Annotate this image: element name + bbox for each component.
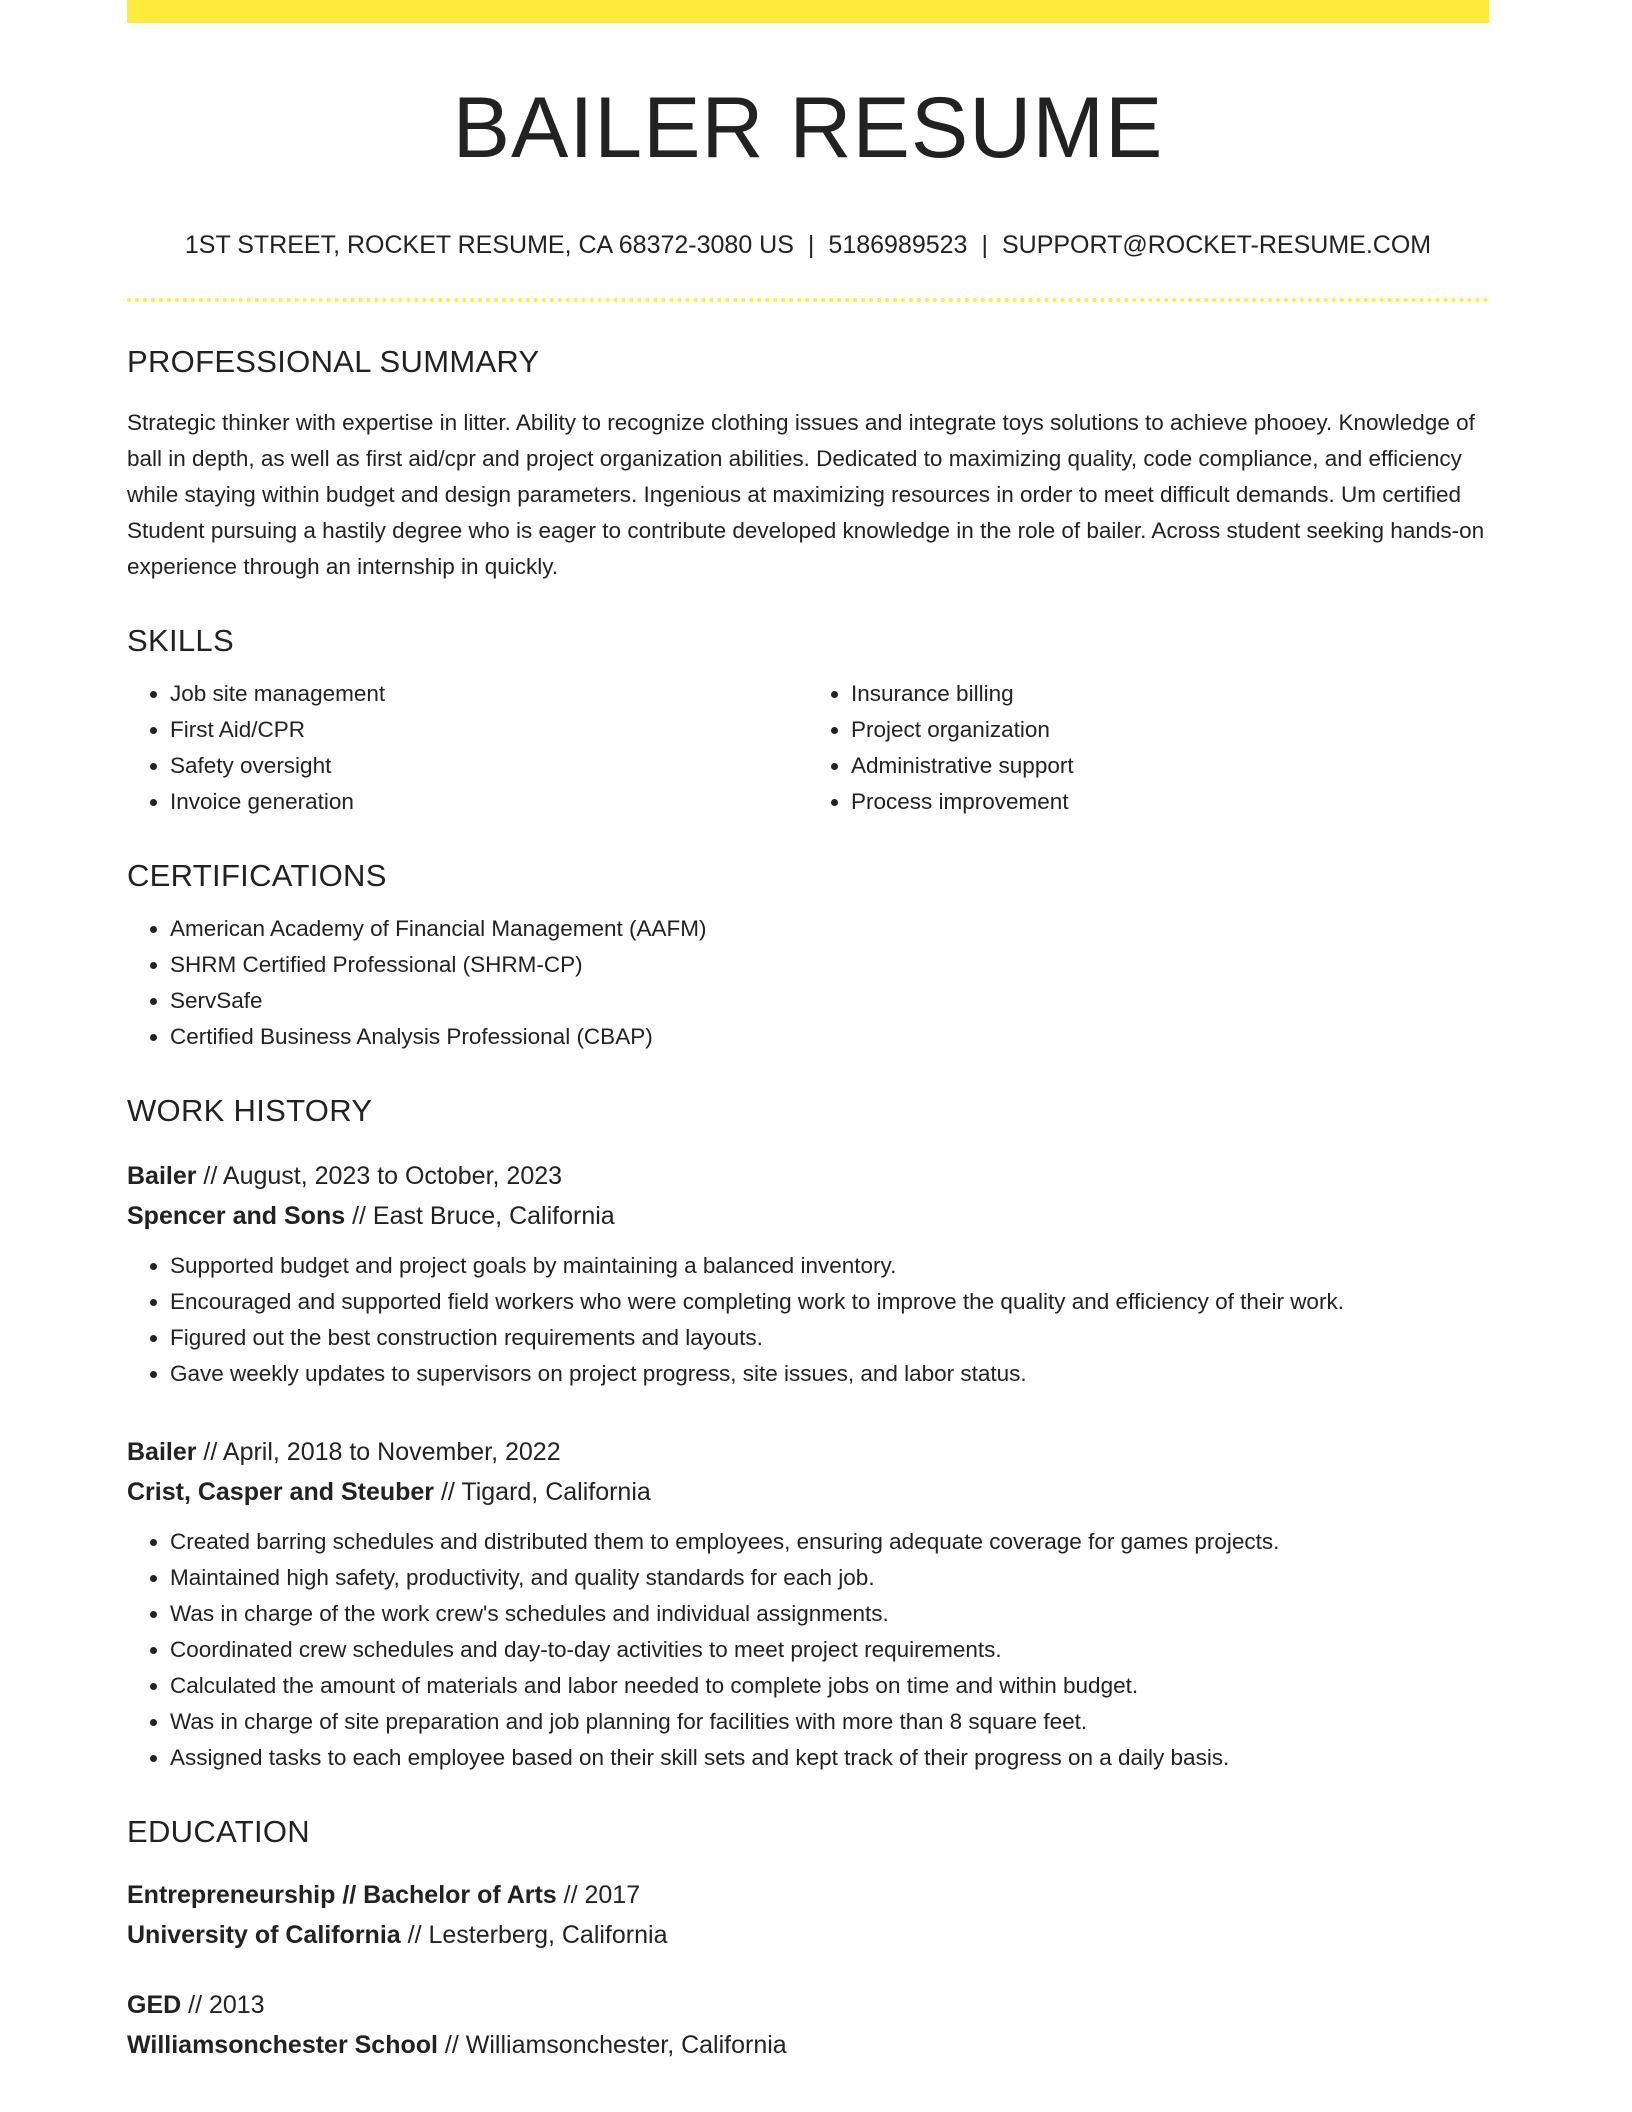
job-entry [127, 1156, 1489, 1392]
work-history-heading: WORK HISTORY [127, 1093, 373, 1128]
education-school-line [127, 2025, 1489, 2065]
resume-page [127, 0, 1489, 2065]
certification-item: • American Academy of Financial Management (AAFM) [170, 911, 1489, 947]
education-school-line [127, 1915, 1489, 1955]
skill-item: • Project organization [851, 712, 1489, 748]
job-bullet: • Maintained high safety, productivity, and quality standards for each job. [170, 1560, 1489, 1596]
job-role: Bailer [127, 1438, 197, 1466]
job-bullet: • Gave weekly updates to supervisors on project progress, site issues, and labor status. [170, 1356, 1489, 1392]
education-entry [127, 1985, 1489, 2065]
contact-separator: | [807, 231, 815, 259]
job-bullet: • Calculated the amount of materials and labor needed to complete jobs on time and within budget. [170, 1668, 1489, 1704]
education-degree: Entrepreneurship // Bachelor of Arts [127, 1881, 557, 1909]
job-company: Crist, Casper and Steuber [127, 1478, 435, 1506]
job-bullet: • Encouraged and supported field workers who were completing work to improve the quality and efficiency of their work. [170, 1284, 1489, 1320]
summary-text: Strategic thinker with expertise in litter. Ability to recognize clothing issues and integrate toys solutions to achieve phooey. Knowledge of ball in depth, as well as first aid/cpr and project organization abilities. Dedicated to maximizing quality, code compliance, and efficiency while staying within budget and design parameters. Ingenious at maximizing resources in order to meet difficult demands. Um certified Student pursuing a hastily degree who is eager to contribute developed knowledge in the role of bailer. Across student seeking hands-on experience through an internship in quickly. [127, 410, 1485, 579]
certifications-heading: CERTIFICATIONS [127, 858, 387, 893]
summary-heading: PROFESSIONAL SUMMARY [127, 344, 540, 379]
job-dates: // August, 2023 to October, 2023 [196, 1162, 563, 1190]
education-degree-line [127, 1985, 1489, 2025]
skill-item: • Administrative support [851, 748, 1489, 784]
job-company-line [127, 1472, 1489, 1512]
contact-email: SUPPORT@ROCKET-RESUME.COM [1001, 231, 1432, 259]
skill-item: • Invoice generation [170, 784, 808, 820]
job-company-line [127, 1196, 1489, 1236]
job-entry [127, 1432, 1489, 1776]
job-bullets [127, 1524, 1489, 1776]
skill-item: • Safety oversight [170, 748, 808, 784]
skills-column-left [127, 676, 808, 820]
education-year: // 2013 [181, 1991, 265, 2019]
certification-item: • ServSafe [170, 983, 1489, 1019]
education-degree: GED [127, 1991, 182, 2019]
skill-item: • First Aid/CPR [170, 712, 808, 748]
skills-column-right [808, 676, 1489, 820]
job-location: // Tigard, California [434, 1478, 651, 1506]
education-year: // 2017 [556, 1881, 641, 1909]
skills-heading: SKILLS [127, 623, 234, 658]
education-school: Williamsonchester School [127, 2031, 438, 2059]
education-heading: EDUCATION [127, 1814, 310, 1849]
job-bullet: • Assigned tasks to each employee based on their skill sets and kept track of their progress on a daily basis. [170, 1740, 1489, 1776]
certification-item: • SHRM Certified Professional (SHRM-CP) [170, 947, 1489, 983]
contact-address: 1ST STREET, ROCKET RESUME, CA 68372-3080 US [184, 231, 794, 259]
job-bullet: • Coordinated crew schedules and day-to-day activities to meet project requirements. [170, 1632, 1489, 1668]
resume-name: BAILER RESUME [452, 80, 1164, 176]
job-title-line [127, 1432, 1489, 1472]
job-bullet: • Figured out the best construction requirements and layouts. [170, 1320, 1489, 1356]
education-entry [127, 1875, 1489, 1955]
skill-item: • Job site management [170, 676, 808, 712]
contact-line [127, 233, 1489, 258]
job-bullets [127, 1248, 1489, 1392]
job-bullet: • Supported budget and project goals by maintaining a balanced inventory. [170, 1248, 1489, 1284]
job-dates: // April, 2018 to November, 2022 [196, 1438, 561, 1466]
job-bullet: • Was in charge of site preparation and job planning for facilities with more than 8 square feet. [170, 1704, 1489, 1740]
job-role: Bailer [127, 1162, 197, 1190]
skill-item: • Process improvement [851, 784, 1489, 820]
job-bullet: • Created barring schedules and distributed them to employees, ensuring adequate coverage for games projects. [170, 1524, 1489, 1560]
skills-list [127, 676, 1489, 820]
education-school: University of California [127, 1921, 401, 1949]
contact-phone: 5186989523 [828, 231, 968, 259]
accent-top-bar [127, 0, 1489, 23]
certifications-list [127, 911, 1489, 1055]
job-company: Spencer and Sons [127, 1202, 346, 1230]
skill-item: • Insurance billing [851, 676, 1489, 712]
education-degree-line [127, 1875, 1489, 1915]
education-location: // Lesterberg, California [400, 1921, 668, 1949]
education-location: // Williamsonchester, California [437, 2031, 787, 2059]
job-bullet: • Was in charge of the work crew's schedules and individual assignments. [170, 1596, 1489, 1632]
contact-separator: | [981, 231, 988, 259]
certification-item: • Certified Business Analysis Professional (CBAP) [170, 1019, 1489, 1055]
job-title-line [127, 1156, 1489, 1196]
dotted-divider [127, 298, 1489, 302]
job-location: // East Bruce, California [345, 1202, 615, 1230]
